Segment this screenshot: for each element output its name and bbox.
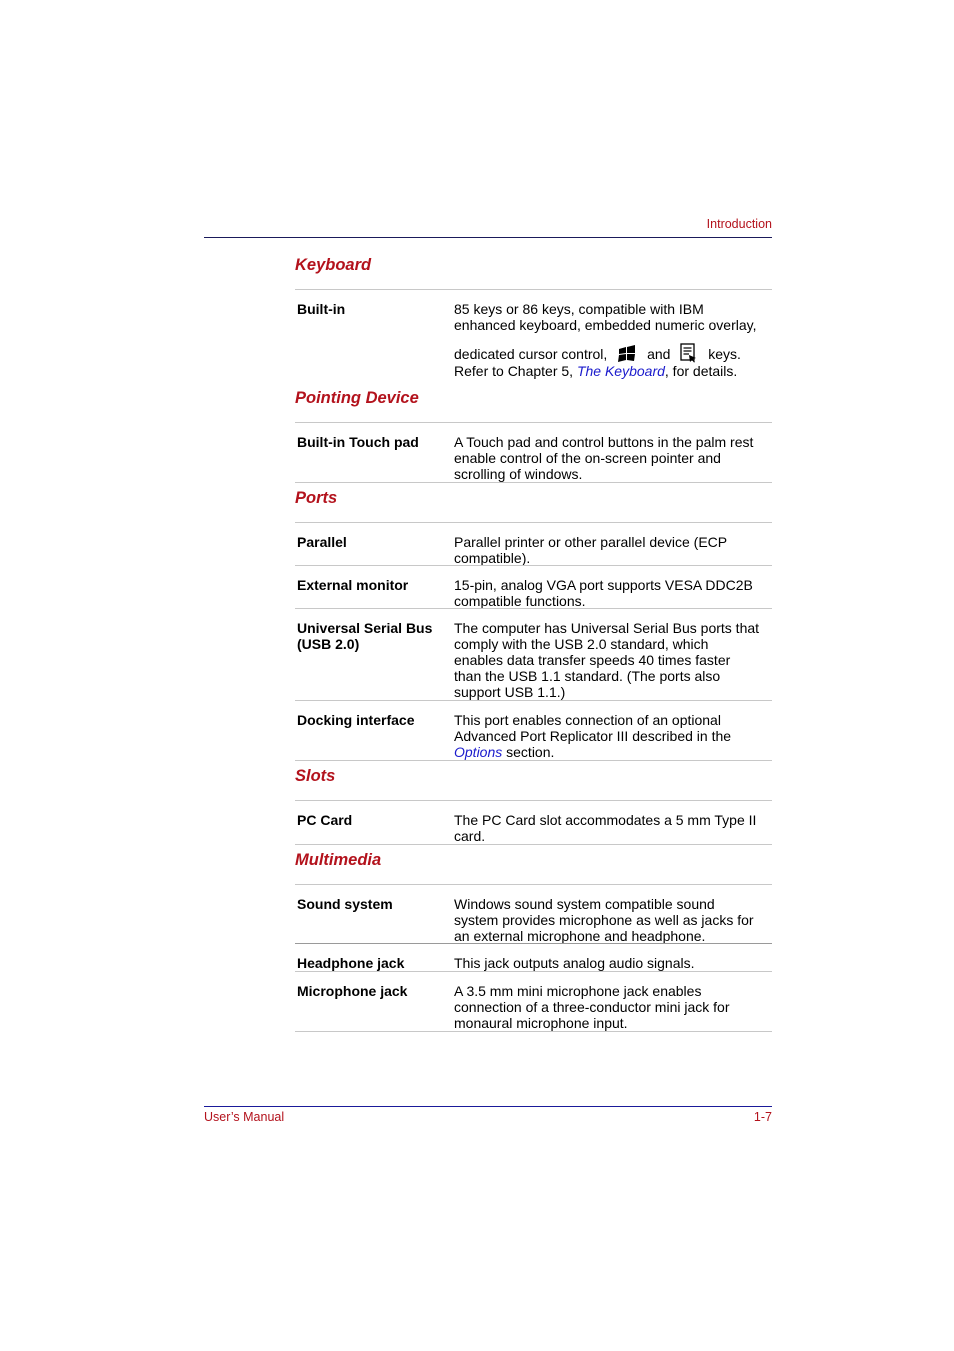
spec-description — [454, 577, 772, 609]
desc-text: dedicated cursor control, — [454, 346, 608, 362]
spec-description — [454, 301, 774, 379]
desc-line: enhanced keyboard, embedded numeric overlay, — [454, 317, 757, 333]
spec-description — [454, 712, 772, 760]
running-header: Introduction — [706, 217, 772, 231]
spec-row-microphone-jack — [295, 971, 772, 1032]
desc-line: The PC Card slot accommodates a 5 mm Type II — [454, 812, 757, 828]
section-title-keyboard: Keyboard — [295, 256, 372, 274]
desc-line: A 3.5 mm mini microphone jack enables — [454, 983, 702, 999]
the-keyboard-link[interactable]: The Keyboard — [576, 363, 665, 379]
spec-description — [454, 896, 772, 944]
spec-row-sound-system — [295, 884, 772, 944]
spec-term: Microphone jack — [297, 983, 408, 999]
desc-text: Refer to Chapter 5, — [454, 363, 577, 379]
options-link[interactable]: Options — [454, 744, 503, 760]
spec-row-external-monitor — [295, 565, 772, 609]
spec-term: Sound system — [297, 896, 393, 912]
term-line: Universal Serial Bus — [297, 620, 433, 636]
section-title-multimedia: Multimedia — [295, 851, 382, 869]
desc-line: system provides microphone as well as jacks for — [454, 912, 754, 928]
desc-line: 85 keys or 86 keys, compatible with IBM — [454, 301, 704, 317]
desc-line-keys — [454, 343, 774, 361]
desc-line: scrolling of windows. — [454, 466, 583, 482]
spec-term: Docking interface — [297, 712, 415, 728]
desc-text: keys. — [708, 346, 741, 362]
spec-row-pc-card — [295, 800, 772, 845]
section-title-pointing-device: Pointing Device — [295, 389, 419, 407]
spec-row-headphone-jack — [295, 943, 772, 972]
desc-line: A Touch pad and control buttons in the palm rest — [454, 434, 754, 450]
term-line: (USB 2.0) — [297, 636, 360, 652]
section-title-slots: Slots — [295, 767, 336, 785]
desc-line: This port enables connection of an optional — [454, 712, 721, 728]
desc-line: connection of a three-conductor mini jack for — [454, 999, 730, 1015]
spec-term: PC Card — [297, 812, 353, 828]
spec-term: External monitor — [297, 577, 409, 593]
spec-row-usb — [295, 608, 772, 701]
spec-description — [454, 534, 772, 566]
spec-term: Built-in — [297, 301, 346, 317]
desc-line: Parallel printer or other parallel device (ECP — [454, 534, 728, 550]
page-number: 1-7 — [753, 1110, 772, 1124]
desc-line: 15-pin, analog VGA port supports VESA DDC2B — [454, 577, 753, 593]
desc-line — [454, 744, 772, 760]
desc-line: than the USB 1.1 standard. (The ports also — [454, 668, 721, 684]
spec-row-built-in — [295, 289, 772, 382]
desc-text: , for details. — [664, 363, 738, 379]
spec-description — [454, 812, 772, 844]
desc-line: support USB 1.1.) — [454, 684, 566, 700]
desc-line: Windows sound system compatible sound — [454, 896, 715, 912]
desc-line: monaural microphone input. — [454, 1015, 628, 1031]
desc-text: and — [647, 346, 671, 362]
desc-line: enable control of the on-screen pointer and — [454, 450, 721, 466]
desc-line: This jack outputs analog audio signals. — [454, 955, 695, 971]
spec-description — [454, 955, 772, 971]
desc-line: card. — [454, 828, 486, 844]
spec-row-touch-pad — [295, 422, 772, 483]
spec-term: Parallel — [297, 534, 347, 550]
spec-term — [297, 620, 447, 652]
section-title-ports: Ports — [295, 489, 338, 507]
footer-manual-title: User’s Manual — [204, 1110, 285, 1124]
desc-line: Advanced Port Replicator III described in the — [454, 728, 732, 744]
header-rule — [204, 237, 772, 238]
spec-description — [454, 434, 772, 482]
desc-line: comply with the USB 2.0 standard, which — [454, 636, 709, 652]
desc-line — [454, 363, 774, 379]
desc-line: compatible). — [454, 550, 531, 566]
spec-description — [454, 620, 772, 700]
desc-line: an external microphone and headphone. — [454, 928, 706, 944]
spec-row-docking-interface — [295, 700, 772, 761]
desc-text: section. — [502, 744, 555, 760]
spec-term: Headphone jack — [297, 955, 405, 971]
footer-rule — [204, 1106, 772, 1107]
desc-line: enables data transfer speeds 40 times faster — [454, 652, 731, 668]
desc-line: compatible functions. — [454, 593, 586, 609]
spec-term: Built-in Touch pad — [297, 434, 419, 450]
desc-line: The computer has Universal Serial Bus ports that — [454, 620, 760, 636]
spec-row-parallel — [295, 522, 772, 566]
spec-description — [454, 983, 772, 1031]
